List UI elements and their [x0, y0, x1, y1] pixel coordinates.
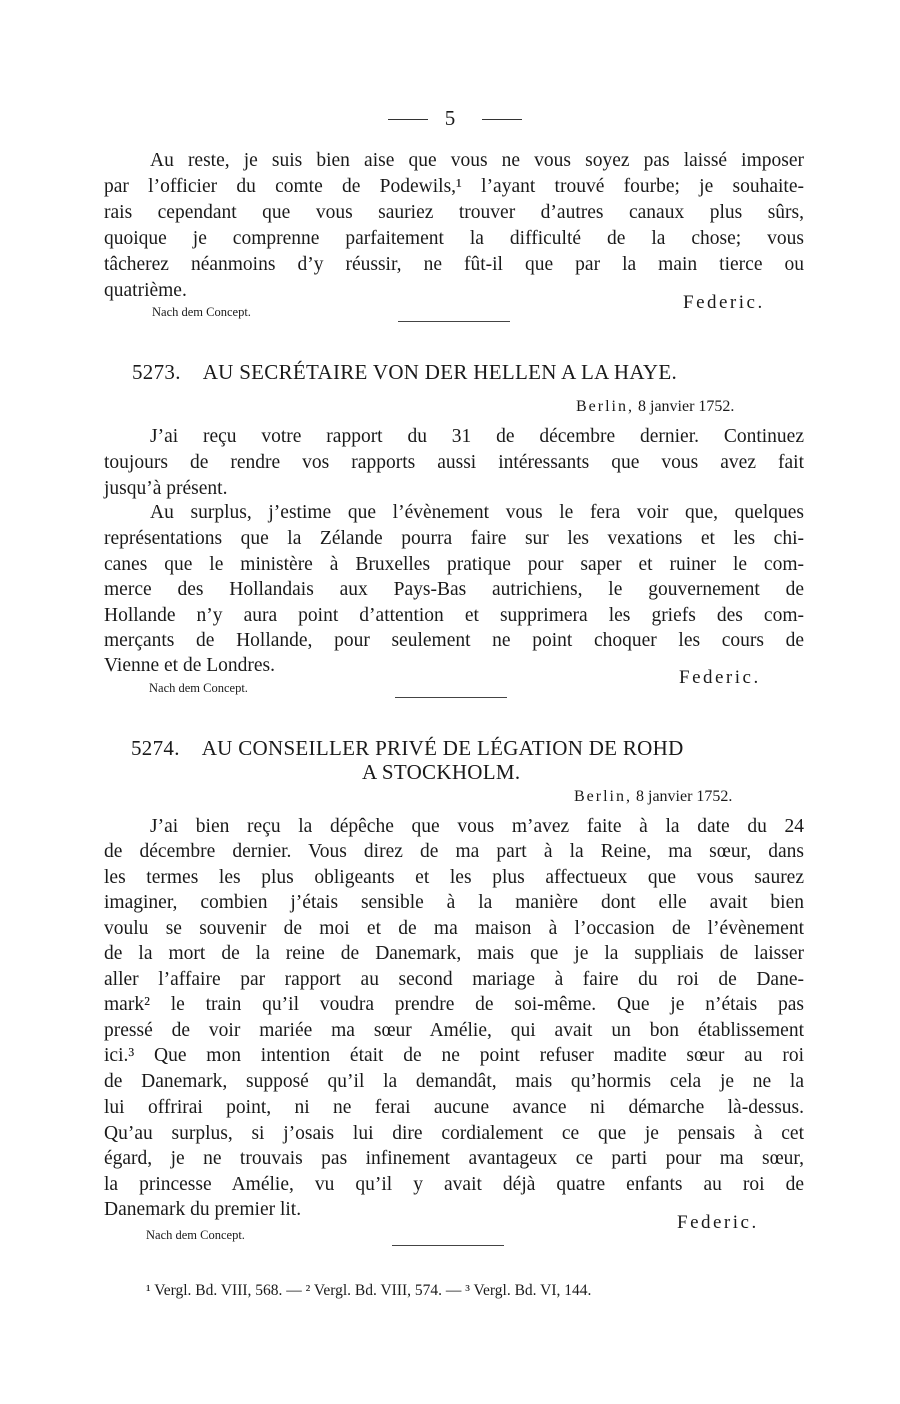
footnotes: ¹ Vergl. Bd. VIII, 568. — ² Vergl. Bd. VIII, 574. — ³ Vergl. Bd. VI, 144. — [146, 1282, 592, 1299]
body-line: ici.³ Que mon intention était de ne point refuser madite sœur au roi — [104, 1045, 804, 1066]
body-line: pressé de voir mariée ma sœur Amélie, qui avait un bon établissement — [104, 1020, 804, 1041]
body-line: Au reste, je suis bien aise que vous ne vous soyez pas laissé imposer — [150, 150, 804, 171]
body-line: égard, je ne trouvais pas infinement avantageux ce parti pour ma sœur, — [104, 1148, 804, 1169]
section-rule — [398, 321, 510, 322]
dateline-place: Berlin, — [576, 398, 634, 415]
body-line: quoique je comprenne parfaitement la difficulté de la chose; vous — [104, 228, 804, 249]
letter-number: 5274. — [131, 736, 180, 760]
body-line: représentations que la Zélande pourra faire sur les vexations et les chi- — [104, 528, 804, 549]
signature: Federic. — [679, 667, 761, 688]
letter-title: AU SECRÉTAIRE VON DER HELLEN A LA HAYE. — [202, 360, 678, 384]
body-line: de la mort de la reine de Danemark, mais que je la suppliais de laisser — [104, 943, 804, 964]
body-line: de Danemark, supposé qu’il la demandât, mais qu’hormis cela je ne la — [104, 1071, 804, 1092]
body-line: merçants de Hollande, pour seulement ne point choquer les cours de — [104, 630, 804, 651]
body-line: quatrième. — [104, 280, 187, 301]
body-line: jusqu’à présent. — [104, 478, 228, 499]
body-line: J’ai reçu votre rapport du 31 de décembre dernier. Continuez — [150, 426, 804, 447]
body-line: aller l’affaire par rapport au second mariage à faire du roi de Dane- — [104, 969, 804, 990]
body-line: voulu se souvenir de moi et de ma maison à l’occasion de l’évènement — [104, 918, 804, 939]
body-line: Hollande n’y aura point d’attention et supprimera les griefs des com- — [104, 605, 804, 626]
section-rule — [392, 1245, 504, 1246]
dateline — [574, 788, 732, 806]
body-line: rais cependant que vous sauriez trouver d’autres canaux plus sûrs, — [104, 202, 804, 223]
letter-number: 5273. — [132, 360, 181, 384]
body-line: imaginer, combien j’étais sensible à la manière dont elle avait bien — [104, 892, 804, 913]
page-number: 5 — [444, 106, 456, 130]
letter-title-line2: A STOCKHOLM. — [362, 760, 521, 784]
letter-heading — [132, 360, 677, 385]
body-line: la princesse Amélie, vu qu’il y avait déjà quatre enfants au roi de — [104, 1174, 804, 1195]
letter-heading — [131, 736, 684, 761]
body-line: J’ai bien reçu la dépêche que vous m’avez faite à la date du 24 — [150, 816, 804, 837]
signature: Federic. — [677, 1212, 759, 1233]
body-line: Au surplus, j’estime que l’évènement vous le fera voir que, quelques — [150, 502, 804, 523]
dateline-date: 8 janvier 1752. — [636, 788, 733, 805]
source-note: Nach dem Concept. — [152, 305, 251, 319]
source-note: Nach dem Concept. — [149, 681, 248, 695]
body-line: les termes les plus obligeants et les plus affectueux que vous saurez — [104, 867, 804, 888]
source-note: Nach dem Concept. — [146, 1228, 245, 1242]
signature: Federic. — [683, 292, 765, 313]
body-line: de décembre dernier. Vous direz de ma part à la Reine, ma sœur, dans — [104, 841, 804, 862]
body-line: canes que le ministère à Bruxelles pratique pour saper et ruiner le com- — [104, 554, 804, 575]
dateline-place: Berlin, — [574, 788, 632, 805]
body-line: merce des Hollandais aux Pays-Bas autrichiens, le gouvernement de — [104, 579, 804, 600]
body-line: par l’officier du comte de Podewils,¹ l’ayant trouvé fourbe; je souhaite- — [104, 176, 804, 197]
body-line: Vienne et de Londres. — [104, 655, 276, 676]
page-number-dash-right — [482, 119, 522, 120]
body-line: Danemark du premier lit. — [104, 1199, 302, 1220]
body-line: tâcherez néanmoins d’y réussir, ne fût-il que par la main tierce ou — [104, 254, 804, 275]
body-line: lui offrirai point, ni ne ferai aucune avance ni démarche là-dessus. — [104, 1097, 804, 1118]
letter-title: AU CONSEILLER PRIVÉ DE LÉGATION DE ROHD — [201, 736, 684, 760]
body-line: toujours de rendre vos rapports aussi intéressants que vous avez fait — [104, 452, 804, 473]
body-line: Qu’au surplus, si j’osais lui dire cordialement ce que je pensais à cet — [104, 1123, 804, 1144]
dateline — [576, 398, 734, 416]
dateline-date: 8 janvier 1752. — [638, 398, 735, 415]
body-line: mark² le train qu’il voudra prendre de soi-même. Que je n’étais pas — [104, 994, 804, 1015]
section-rule — [395, 697, 507, 698]
